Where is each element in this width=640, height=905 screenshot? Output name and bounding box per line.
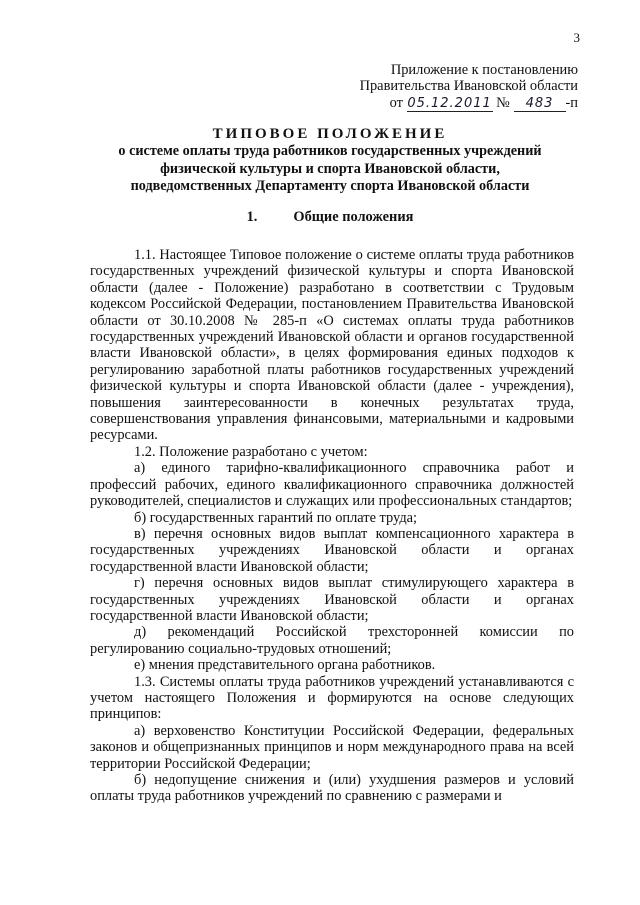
appendix-line-2: Правительства Ивановской области [359,78,578,95]
paragraph-1-2: 1.2. Положение разработано с учетом: [134,443,368,460]
title-line-1: о системе оплаты труда работников государственных учреждений [118,143,542,159]
paragraph-1-2-e: е) мнения представительного органа работников. [134,657,436,674]
handwritten-date: 05.12.2011 [407,95,492,111]
appendix-header [360,62,578,112]
paragraph-1-3-b: б) недопущение снижения и (или) ухудшения размеров и условий оплаты труда работников учреждений по сравнению с размерами и [90,772,574,805]
paragraph-1-2-g: г) перечня основных видов выплат стимулирующего характера в государственных учреждениях Ивановской области и органах государственной власти Ивановской области; [90,575,574,624]
title-main: ТИПОВОЕ ПОЛОЖЕНИЕ [212,126,448,142]
paragraph-1-3-a: а) верховенство Конституции Российской Федерации, федеральных законов и общепризнанных принципов и норм международного права на всей территории Российской Федерации; [90,722,574,772]
number-label: № [496,94,510,111]
handwritten-number: 483 [514,97,566,112]
paragraph-1-2-a: а) единого тарифно-квалификационного справочника работ и профессий рабочих, единого квалификационного справочника должностей руководителей, специалистов и служащих или профессиональных стандартов; [90,460,574,510]
paragraph-1-3: 1.3. Системы оплаты труда работников учреждений устанавливаются с учетом настоящего Положения и формируются на основе следующих принципов: [90,673,574,723]
paragraph-1-2-b: б) государственных гарантий по оплате труда; [134,509,418,526]
section-title: Общие положения [293,209,414,225]
date-prefix: от [389,94,403,111]
title-line-3: подведомственных Департаменту спорта Ивановской области [130,178,530,194]
number-suffix: -п [565,94,578,111]
document-title [70,126,590,196]
appendix-date-line [360,95,578,112]
section-heading [70,209,590,225]
paragraph-1-2-d: д) рекомендаций Российской трехсторонней комиссии по регулированию социально-трудовых отношений; [90,624,574,657]
paragraph-1-1: 1.1. Настоящее Типовое положение о системе оплаты труда работников государственных учреждений физической культуры и спорта Ивановской области (далее - Положение) разработано в соответствии с Трудовым кодексом Российской Федерации, постановлением Правительства Ивановской области от 30.10.2008 № 285-п «О системах оплаты труда работников государственных учреждений Ивановской области и органов государственной власти Ивановской области», в целях формирования единых подходов к регулированию заработной платы работников государственных учреждений физической культуры и спорта Ивановской области (далее - учреждения), повышения заинтересованности в конечных результатах труда, совершенствования управления финансовыми, материальными и кадровыми ресурсами. [90,247,574,444]
section-number: 1. [246,209,258,225]
appendix-line-1: Приложение к постановлению [390,62,578,78]
title-line-2: физической культуры и спорта Ивановской области, [160,160,500,177]
document-body [90,247,574,805]
page-number: 3 [573,30,580,45]
paragraph-1-2-v: в) перечня основных видов выплат компенсационного характера в государственных учреждениях Ивановской области и органах государственной власти Ивановской области; [90,525,574,575]
